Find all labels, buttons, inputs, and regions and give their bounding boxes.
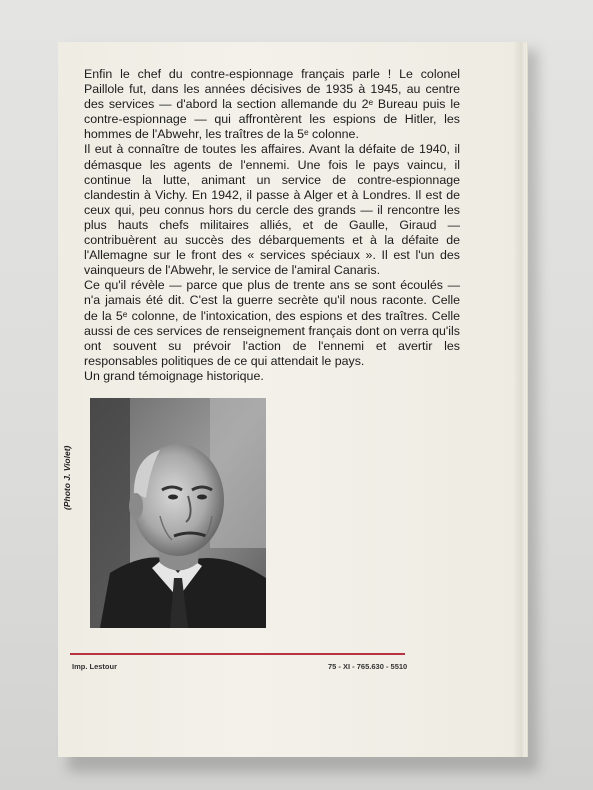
photo-credit: (Photo J. Violet) <box>62 445 72 510</box>
blurb-paragraph-4: Un grand témoignage historique. <box>84 368 264 383</box>
cover-wear <box>513 42 527 757</box>
author-portrait-image <box>90 398 266 628</box>
footer-rule <box>70 653 405 655</box>
print-code: 75 - XI - 765.630 - 5510 <box>328 662 408 671</box>
printer-name: Imp. Lestour <box>72 662 118 671</box>
blurb-paragraph-2: Il eut à connaître de toutes les affaires. Avant la défaite de 1940, il démasque les agents de l'ennemi. Une fois le pays vaincu, il continue la lutte, animant un service de contre-espionnage clandestin à Vichy. En 1942, il passe à Alger et à Londres. Il est de ceux qui, peu connus hors du cercle des grands — il rencontre les plus hauts chefs militaires alliés, et de Gaulle, Giraud — contribuèrent au succès des débarquements et à la défaite de l'Allemagne sur le front des « services spéciaux ». Il est l'un des vainqueurs de l'Abwehr, le service de l'amiral Canaris. <box>84 142 460 278</box>
back-cover-blurb <box>84 67 460 384</box>
blurb-paragraph-1: Enfin le chef du contre-espionnage français parle ! Le colonel Paillole fut, dans les années décisives de 1935 à 1945, au centre des services — d'abord la section allemande du 2ᵉ Bureau puis le contre-espionnage — qui affrontèrent les espions de Hitler, les hommes de l'Abwehr, les traîtres de la 5ᵉ colonne. <box>84 67 460 142</box>
blurb-paragraph-3: Ce qu'il révèle — parce que plus de trente ans se sont écoulés — n'a jamais été dit. C'est la guerre secrète qu'il nous raconte. Celle de la 5ᵉ colonne, de l'intoxication, des espions et des traîtres. Celle aussi de ces services de renseignement français dont on verra qu'ils ont souvent su prévoir l'action de l'ennemi et avertir les responsables politiques de ce qui attendait le pays. <box>84 278 460 368</box>
author-photo <box>90 398 266 628</box>
